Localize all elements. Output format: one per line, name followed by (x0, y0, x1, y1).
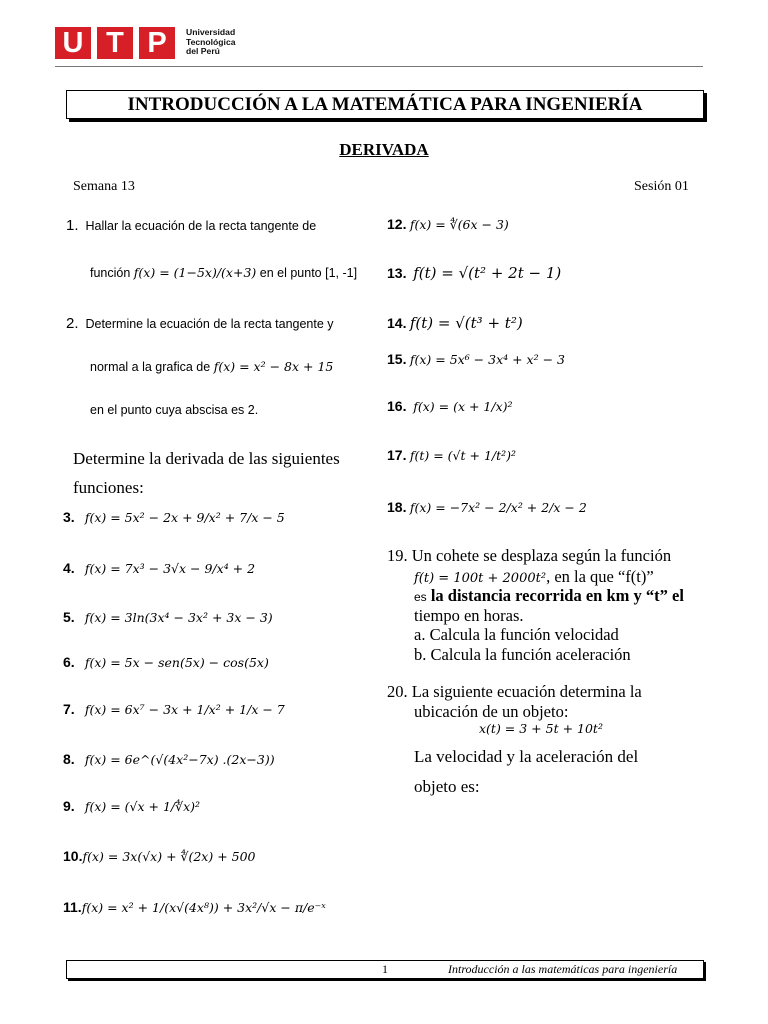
session-label: Sesión 01 (634, 179, 689, 194)
problem-2-line2: normal a la grafica de f(x) = x² − 8x + 15 (90, 359, 334, 374)
problem-20-equation: x(t) = 3 + 5t + 10t² (479, 721, 603, 736)
problem-20-line4: objeto es: (414, 777, 480, 796)
exercise-18: 18. f(x) = −7x² − 2/x² + 2/x − 2 (387, 499, 587, 515)
logo-institution-name: Universidad Tecnológica del Perú (186, 27, 236, 57)
topic-title: DERIVADA (339, 140, 429, 159)
problem-20-line2: ubicación de un objeto: (414, 702, 569, 721)
exercise-9: 9. f(x) = (√x + 1/∜x)² (63, 798, 201, 814)
exercise-5: 5. f(x) = 3ln(3x⁴ − 3x² + 3x − 3) (63, 609, 273, 625)
intro-line2: funciones: (73, 478, 144, 497)
problem-2-line1: 2. Determine la ecuación de la recta tangente y (66, 315, 334, 332)
exercise-17: 17. f(t) = (√t + 1/t²)² (387, 447, 517, 463)
week-label: Semana 13 (73, 179, 135, 194)
header-divider (55, 66, 703, 67)
course-title: INTRODUCCIÓN A LA MATEMÁTICA PARA INGENIERÍA (127, 94, 643, 115)
problem-2-line3: en el punto cuya abscisa es 2. (90, 403, 259, 417)
problem-1-line1: 1. Hallar la ecuación de la recta tangente de (66, 217, 317, 234)
problem-19-part-b: b. Calcula la función aceleración (414, 645, 631, 664)
exercise-13: 13. f(t) = √(t² + 2t − 1) (387, 264, 562, 282)
exercise-8: 8. f(x) = 6e^(√(4x²−7x) .(2x−3)) (63, 751, 275, 767)
exercise-15: 15. f(x) = 5x⁶ − 3x⁴ + x² − 3 (387, 351, 565, 367)
exercise-12: 12. f(x) = ∜(6x − 3) (387, 216, 509, 232)
exercise-10: 10.f(x) = 3x(√x) + ∜(2x) + 500 (63, 848, 256, 864)
problem-1-line2: función f(x) = (1−5x)/(x+3) en el punto [1, -1] (90, 265, 358, 280)
exercise-11: 11.f(x) = x² + 1/(x√(4x⁸)) + 3x²/√x − π/e⁻ˣ (63, 899, 326, 915)
problem-19-line1: 19. Un cohete se desplaza según la función (387, 546, 672, 565)
logo-letter-u: U (55, 27, 91, 59)
footer-text: Introducción a las matemáticas para ingeniería (448, 962, 678, 976)
logo-letter-t: T (97, 27, 133, 59)
exercise-7: 7. f(x) = 6x⁷ − 3x + 1/x² + 1/x − 7 (63, 701, 285, 717)
exercise-14: 14. f(t) = √(t³ + t²) (387, 314, 523, 332)
page-number: 1 (382, 962, 388, 976)
problem-19-part-a: a. Calcula la función velocidad (414, 625, 619, 644)
problem-20-line3: La velocidad y la aceleración del (414, 747, 639, 766)
course-title-box (66, 90, 704, 119)
problem-19-line4: tiempo en horas. (414, 606, 524, 625)
problem-19-line3: es la distancia recorrida en km y “t” el (414, 586, 684, 605)
logo-letter-p: P (139, 27, 175, 59)
exercise-3: 3. f(x) = 5x² − 2x + 9/x² + 7/x − 5 (63, 509, 285, 525)
problem-20-line1: 20. La siguiente ecuación determina la (387, 682, 642, 701)
exercise-4: 4. f(x) = 7x³ − 3√x − 9/x⁴ + 2 (63, 560, 256, 576)
exercise-6: 6. f(x) = 5x − sen(5x) − cos(5x) (63, 654, 269, 670)
problem-19-line2: f(t) = 100t + 2000t², en la que “f(t)” (414, 567, 654, 586)
exercise-16: 16. f(x) = (x + 1/x)² (387, 398, 513, 414)
intro-line1: Determine la derivada de las siguientes (73, 449, 340, 468)
